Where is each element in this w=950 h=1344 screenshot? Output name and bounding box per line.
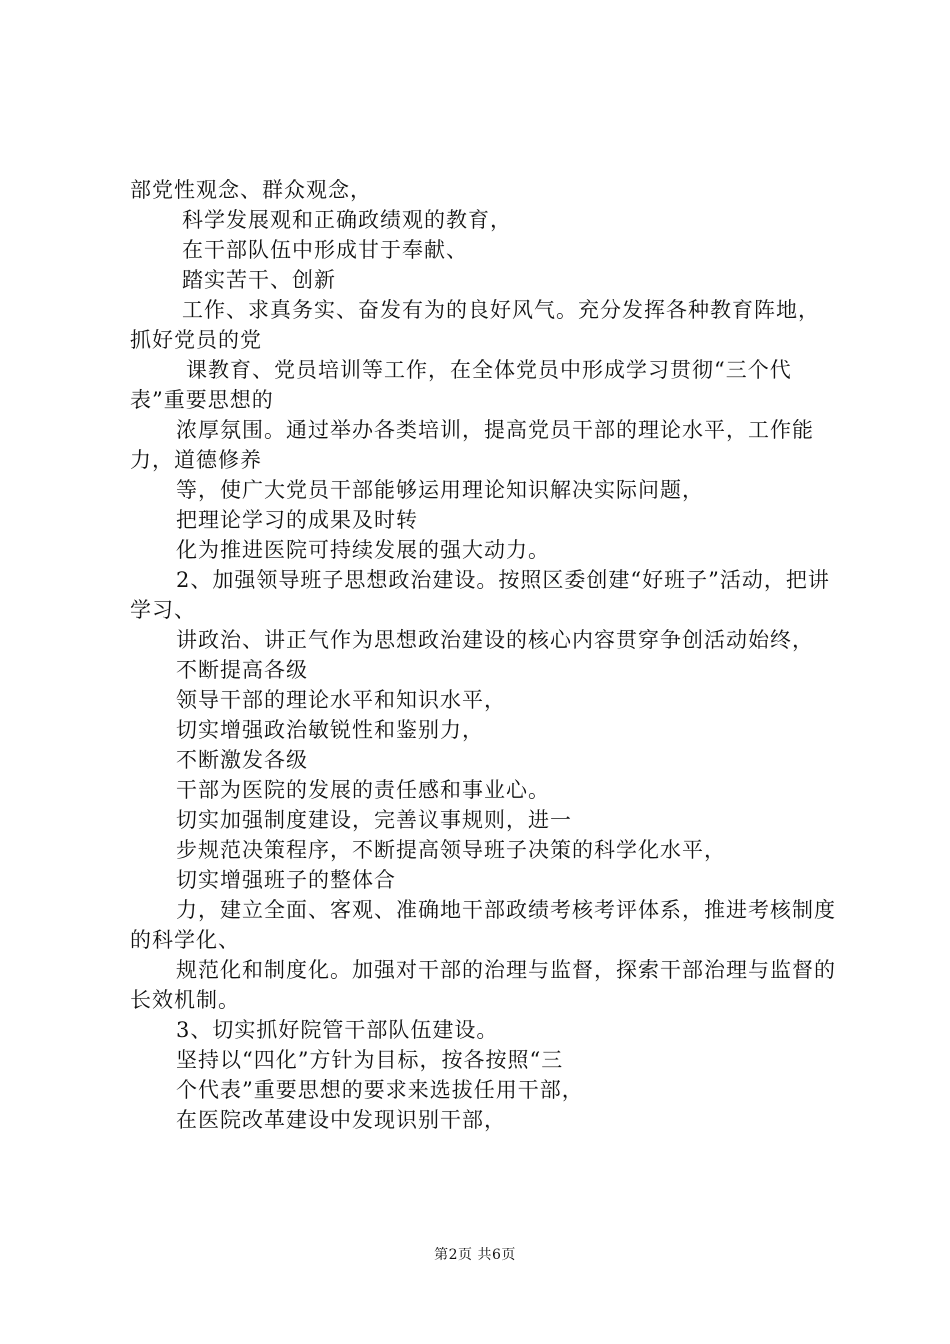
- text-line: 干部为医院的发展的责任感和事业心。: [176, 778, 550, 802]
- text-line: 在干部队伍中形成甘于奉献、: [182, 238, 468, 262]
- text-line: 个代表”重要思想的要求来选拔任用干部，: [176, 1078, 584, 1102]
- text-line: 力，建立全面、客观、准确地干部政绩考核考评体系，推进考核制度的科学化、: [130, 898, 836, 952]
- text-line: 3、切实抓好院管干部队伍建设。: [176, 1018, 499, 1042]
- text-line: 不断激发各级: [176, 748, 308, 772]
- text-line: 工作、求真务实、奋发有为的良好风气。充分发挥各种教育阵地，抓好党员的党: [130, 298, 820, 352]
- text-line: 科学发展观和正确政绩观的教育，: [182, 208, 512, 232]
- text-line: 步规范决策程序，不断提高领导班子决策的科学化水平，: [176, 838, 726, 862]
- document-body: [130, 175, 840, 1135]
- text-line: 领导干部的理论水平和知识水平，: [176, 688, 506, 712]
- text-line: 切实增强班子的整体合: [176, 868, 396, 892]
- text-line: 讲政治、讲正气作为思想政治建设的核心内容贯穿争创活动始终，: [176, 628, 814, 652]
- page-footer: [0, 1244, 950, 1264]
- text-line: 部党性观念、群众观念，: [130, 178, 372, 202]
- text-line: 把理论学习的成果及时转: [176, 508, 418, 532]
- text-line: 踏实苦干、创新: [182, 268, 336, 292]
- page-number-label: 第2页 共6页: [434, 1247, 516, 1263]
- text-line: 在医院改革建设中发现识别干部，: [176, 1108, 506, 1132]
- text-line: 规范化和制度化。加强对干部的治理与监督，探索干部治理与监督的长效机制。: [130, 958, 836, 1012]
- text-line: 不断提高各级: [176, 658, 308, 682]
- text-line: 切实增强政治敏锐性和鉴别力，: [176, 718, 484, 742]
- text-line: 化为推进医院可持续发展的强大动力。: [176, 538, 550, 562]
- text-line: 等，使广大党员干部能够运用理论知识解决实际问题，: [176, 478, 704, 502]
- text-line: 切实加强制度建设，完善议事规则，进一: [176, 808, 572, 832]
- text-line: 浓厚氛围。通过举办各类培训，提高党员干部的理论水平，工作能力，道德修养: [130, 418, 814, 472]
- text-line: 课教育、党员培训等工作，在全体党员中形成学习贯彻“三个代表”重要思想的: [130, 358, 792, 412]
- text-line: 坚持以“四化”方针为目标，按各按照“三: [176, 1048, 564, 1072]
- text-line: 2、加强领导班子思想政治建设。按照区委创建“好班子”活动，把讲学习、: [130, 568, 830, 622]
